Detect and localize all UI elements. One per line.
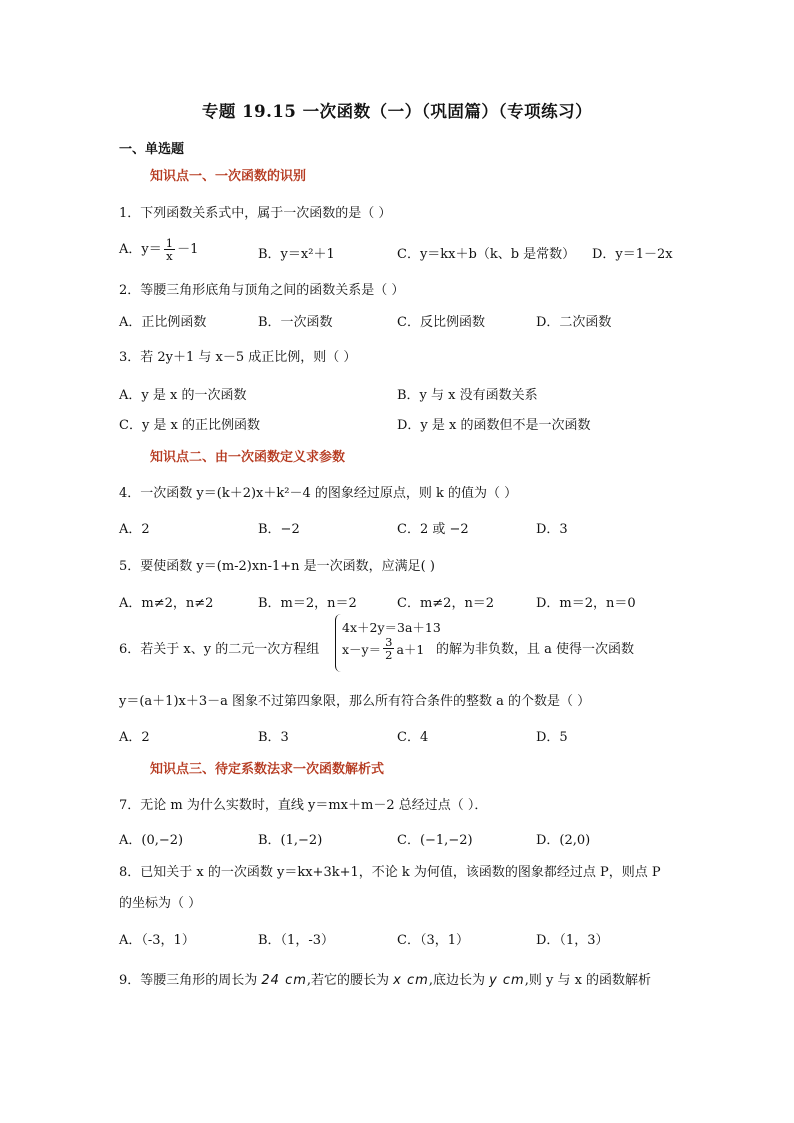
question-8-option-c: C．（3，1） bbox=[397, 933, 469, 948]
question-7-option-c: C．(−1,−2) bbox=[397, 833, 473, 848]
question-9-stem: 9．等腰三角形的周长为 24 cm,若它的腰长为 x cm,底边长为 y cm,则 y 与 x 的函数解析 bbox=[119, 973, 652, 988]
question-4-option-c: C．2 或 −2 bbox=[397, 522, 469, 537]
fraction: $\frac{1}{x}$ bbox=[165, 236, 174, 263]
section-heading: 一、单选题 bbox=[119, 142, 185, 157]
knowledge-point-2: 知识点二、由一次函数定义求参数 bbox=[150, 450, 346, 465]
question-3-option-a: A．y 是 x 的一次函数 bbox=[119, 388, 247, 403]
question-6-option-a: A．2 bbox=[119, 730, 150, 745]
question-4-option-a: A．2 bbox=[119, 522, 150, 537]
question-3-stem: 3．若 2y＋1 与 x－5 成正比例，则（ ） bbox=[119, 350, 357, 365]
question-6-option-d: D．5 bbox=[536, 730, 568, 745]
equation-2: x－y＝ $\frac{3}{2}$ a＋1 bbox=[342, 635, 425, 662]
question-7-option-b: B．(1,−2) bbox=[258, 833, 323, 848]
question-5-option-a: A．m≠2，n≠2 bbox=[119, 596, 214, 611]
knowledge-point-1: 知识点一、一次函数的识别 bbox=[150, 169, 307, 184]
question-5-option-c: C．m≠2，n＝2 bbox=[397, 596, 495, 611]
question-1-option-a: A．y＝ $\frac{1}{x}$ －1 bbox=[119, 236, 199, 263]
knowledge-point-3: 知识点三、待定系数法求一次函数解析式 bbox=[150, 762, 385, 777]
question-8-option-b: B．（1，-3） bbox=[258, 933, 334, 948]
question-8-option-d: D．（1，3） bbox=[536, 933, 609, 948]
question-8-stem: 8．已知关于 x 的一次函数 y＝kx+3k+1，不论 k 为何值，该函数的图象都经过点 P，则点 P bbox=[119, 865, 661, 880]
question-4-option-b: B．−2 bbox=[258, 522, 300, 537]
question-7-stem: 7．无论 m 为什么实数时，直线 y＝mx＋m－2 总经过点（ ）． bbox=[119, 798, 488, 813]
question-3-option-c: C．y 是 x 的正比例函数 bbox=[119, 418, 261, 433]
question-6-line-2: y＝(a＋1)x＋3－a 图象不过第四象限，那么所有符合条件的整数 a 的个数是（ ） bbox=[119, 694, 591, 709]
page-title: 专题 19.15 一次函数（一）（巩固篇）（专项练习） bbox=[201, 102, 593, 121]
question-2-option-d: D．二次函数 bbox=[536, 315, 612, 330]
question-5-option-b: B．m＝2，n＝2 bbox=[258, 596, 357, 611]
question-2-option-c: C．反比例函数 bbox=[397, 315, 485, 330]
question-5-stem: 5．要使函数 y＝(m-2)xn-1+n 是一次函数，应满足( ) bbox=[119, 559, 435, 574]
question-4-option-d: D．3 bbox=[536, 522, 568, 537]
question-6-stem-post: 的解为非负数，且 a 使得一次函数 bbox=[436, 642, 635, 657]
question-8-option-a: A．（-3，1） bbox=[119, 933, 195, 948]
question-5-option-d: D．m＝2，n＝0 bbox=[536, 596, 636, 611]
fraction: $\frac{3}{2}$ bbox=[385, 635, 393, 662]
question-6-option-c: C．4 bbox=[397, 730, 429, 745]
question-1-option-d: D．y＝1－2x bbox=[592, 247, 673, 262]
question-2-stem: 2．等腰三角形底角与顶角之间的函数关系是（ ） bbox=[119, 283, 405, 298]
question-1-option-b: B．y＝x²＋1 bbox=[258, 247, 335, 262]
equation-system bbox=[335, 614, 441, 672]
question-4-stem: 4．一次函数 y＝(k＋2)x＋k²－4 的图象经过原点，则 k 的值为（ ） bbox=[119, 486, 518, 501]
question-8-stem-cont: 的坐标为（ ） bbox=[119, 896, 202, 911]
question-7-option-d: D．(2,0) bbox=[536, 833, 591, 848]
equation-1: 4x＋2y＝3a＋13 bbox=[342, 620, 441, 635]
question-2-option-b: B．一次函数 bbox=[258, 315, 333, 330]
question-1-stem: 1．下列函数关系式中，属于一次函数的是（ ） bbox=[119, 206, 392, 221]
question-6-stem-pre: 6．若关于 x、y 的二元一次方程组 bbox=[119, 642, 320, 657]
question-2-option-a: A．正比例函数 bbox=[119, 315, 207, 330]
question-3-option-b: B．y 与 x 没有函数关系 bbox=[397, 388, 538, 403]
question-6-option-b: B．3 bbox=[258, 730, 289, 745]
question-1-option-c: C．y＝kx＋b（k、b 是常数） bbox=[397, 247, 576, 262]
question-7-option-a: A．(0,−2) bbox=[119, 833, 184, 848]
question-3-option-d: D．y 是 x 的函数但不是一次函数 bbox=[397, 418, 591, 433]
